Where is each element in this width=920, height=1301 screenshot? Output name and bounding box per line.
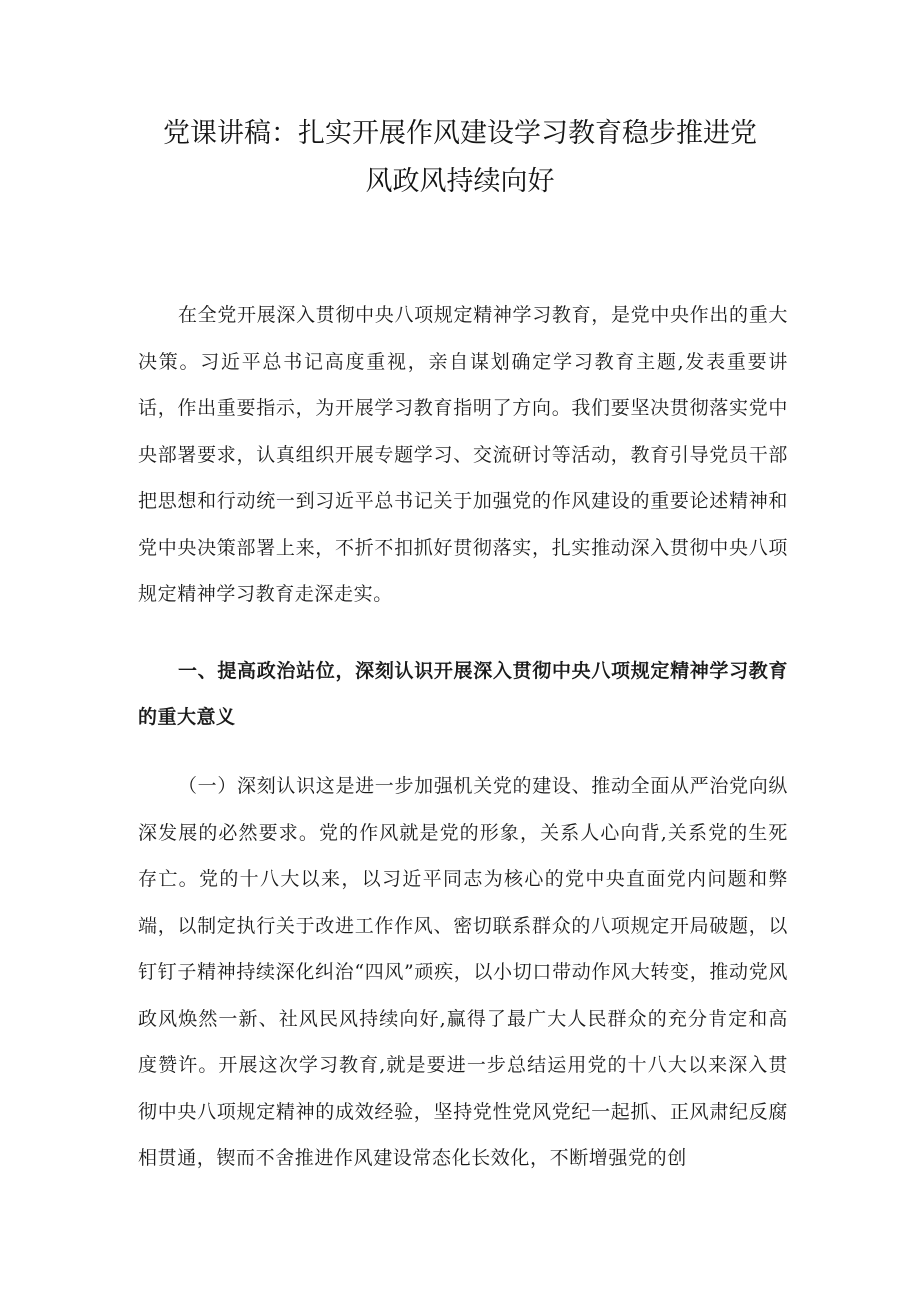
document-title-line-2: 风政风持续向好: [365, 166, 555, 197]
subsection-paragraph-1: （一）深刻认识这是进一步加强机关党的建设、推动全面从严治党向纵深发展的必然要求。党的作风就是党的形象，关系人心向背,关系党的生死存亡。党的十八大以来，以习近平同志为核心的党中央直面党内问题和弊端，以制定执行关于改进工作作风、密切联系群众的八项规定开局破题，以钉钉子精神持续深化纠治“四风”顽疾，以小切口带动作风大转变，推动党风政风焕然一新、社风民风持续向好,赢得了最广大人民群众的充分肯定和高度赞许。开展这次学习教育,就是要进一步总结运用党的十八大以来深入贯彻中央八项规定精神的成效经验，坚持党性党风党纪一起抓、正风肃纪反腐相贯通，锲而不舍推进作风建设常态化长效化，不断增强党的创: [138, 775, 788, 1169]
intro-paragraph: 在全党开展深入贯彻中央八项规定精神学习教育，是党中央作出的重大决策。习近平总书记高度重视，亲自谋划确定学习教育主题,发表重要讲话，作出重要指示，为开展学习教育指明了方向。我们要坚决贯彻落实党中央部署要求，认真组织开展专题学习、交流研讨等活动，教育引导党员干部把思想和行动统一到习近平总书记关于加强党的作风建设的重要论述精神和党中央决策部署上来，不折不扣抓好贯彻落实，扎实推动深入贯彻中央八项规定精神学习教育走深走实。: [138, 304, 788, 605]
document-title-line-1: 党课讲稿：扎实开展作风建设学习教育稳步推进党: [163, 118, 757, 149]
section-heading-1: 一、提高政治站位，深刻认识开展深入贯彻中央八项规定精神学习教育的重大意义: [138, 660, 788, 728]
